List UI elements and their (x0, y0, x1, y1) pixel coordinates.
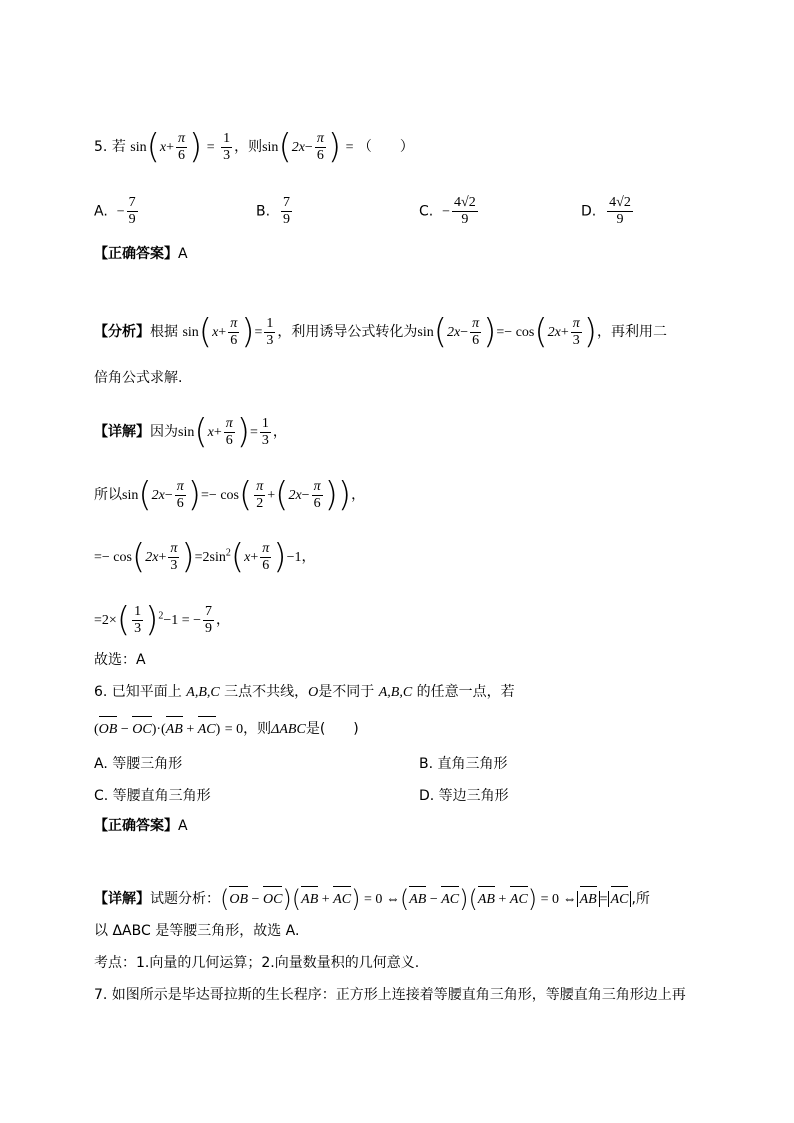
q5-analysis-cont: 倍角公式求解. (94, 370, 183, 386)
q6-condition: (OB − OC)·(AB + AC) = 0，则ΔABC是( ) (94, 714, 359, 740)
q5-detail-3: =− cos(2x+ $\frac{\pi}{3}$ )$=2\sin^2(x+$ $\frac{\pi}{6}$ )−1， (94, 537, 316, 577)
q5-option-c: C. − $\frac{4√2}{9}$ (419, 195, 476, 227)
q5-option-b: B. $\frac{7}{9}$ (256, 195, 290, 227)
q6-option-a: A. 等腰三角形 (94, 756, 183, 772)
q6-option-b: B. 直角三角形 (419, 756, 508, 772)
q6-option-c: C. 等腰直角三角形 (94, 788, 211, 804)
q5-detail-1: 【详解】因为sin(x+ $\frac{\pi}{6}$ )= $\frac{1}{3}$ ， (94, 412, 287, 452)
q5-stem: 5. 若 sin(x+ $\frac{\pi}{6}$ ) = $\frac{1}{3}$ ，则sin(2x− $\frac{\pi}{6}$ ) = （ ） (94, 127, 414, 167)
q6-detail: 【详解】试题分析：(OB − OC)(AB + AC) = 0 ⇔(AB − AC)(AB + AC) = 0 ⇔ AB = AC ,所 (94, 885, 650, 913)
q5-choose: 故选：A (94, 652, 146, 668)
q5-detail-2: 所以sin(2x− $\frac{\pi}{6}$ )=− cos( $\frac{\pi}{2}$ +(2x− $\frac{\pi}{6}$ ))， (94, 475, 366, 515)
q6-option-d: D. 等边三角形 (419, 788, 509, 804)
q5-analysis: 【分析】根据 sin(x+ $\frac{\pi}{6}$ )= $\frac{1}{3}$ ，利用诱导公式转化为sin(2x− $\frac{\pi}{6}$ )=− cos(2x+ $\frac{\pi}{3}$ )，再利用二 (94, 312, 668, 352)
q6-detail-cont: 以 ΔABC 是等腰三角形，故选 A. (94, 923, 300, 939)
q5-option-d: D. $\frac{4√2}{9}$ (581, 195, 631, 227)
q6-answer: 【正确答案】A (94, 818, 188, 834)
q6-kaodian: 考点：1.向量的几何运算；2.向量数量积的几何意义. (94, 955, 420, 971)
q7-stem: 7. 如图所示是毕达哥拉斯的生长程序：正方形上连接着等腰直角三角形，等腰直角三角形边上再 (94, 987, 686, 1003)
q5-option-a: A. − $\frac{7}{9}$ (94, 195, 136, 227)
q5-answer: 【正确答案】A (94, 246, 188, 262)
q6-stem: 6. 已知平面上 A,B,C 三点不共线，O是不同于 A,B,C 的任意一点，若 (94, 684, 515, 700)
q5-detail-4: =2×( $\frac{1}{3}$ )$^2$−1 = − $\frac{7}{9}$ ， (94, 600, 231, 640)
